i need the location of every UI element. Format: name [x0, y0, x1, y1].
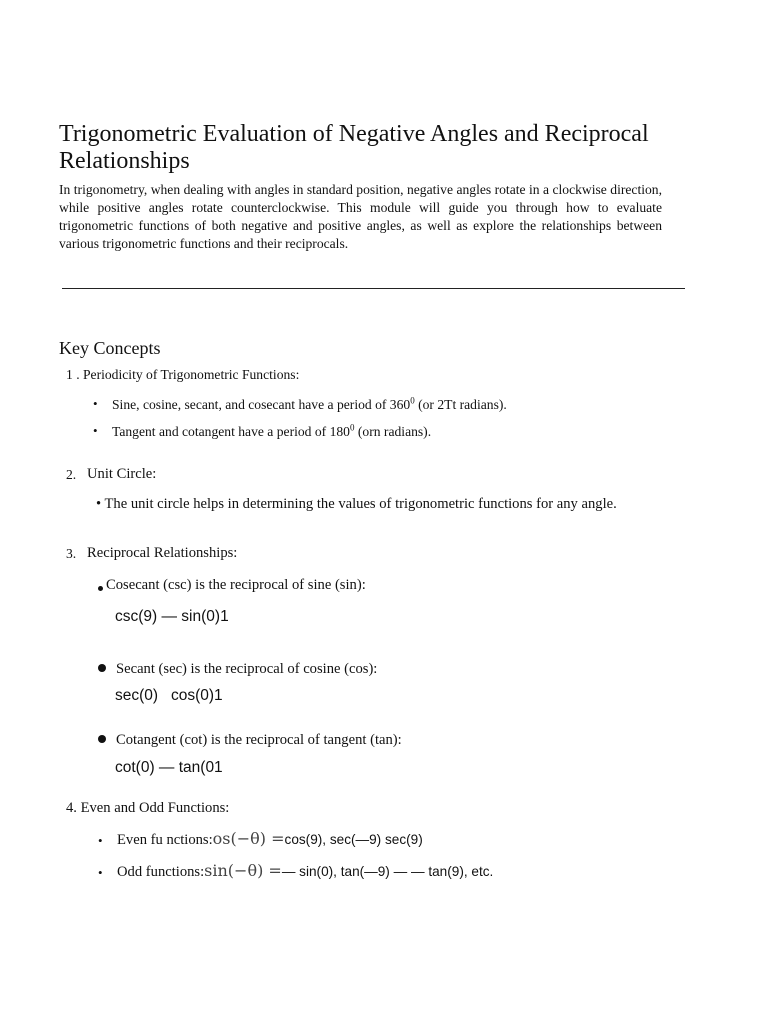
bullet-icon: •: [98, 865, 103, 880]
horizontal-divider: [62, 288, 685, 289]
bullet-icon: [98, 586, 103, 591]
even-math-expression: os(−θ) =: [212, 829, 285, 848]
even-functions-examples: cos(9), sec(—9) sec(9): [284, 832, 423, 847]
odd-functions-label: Odd functions:: [117, 864, 205, 880]
odd-functions-examples: — sin(0), tan(—9) — — tan(9), etc.: [281, 864, 494, 879]
intro-paragraph: In trigonometry, when dealing with angles in standard position, negative angles rotate in a clockwise direction, while positive angles rotate counterclockwise. This module will guide you through how to evaluate trigonometric functions of both negative and positive angles, as well as explore the relationships between various trigonometric functions and their reciprocals.: [59, 182, 662, 251]
cotangent-description: Cotangent (cot) is the reciprocal of tangent (tan):: [116, 732, 402, 748]
even-functions-item: [117, 829, 423, 850]
cosecant-description: Cosecant (csc) is the reciprocal of sine (sin):: [106, 577, 366, 593]
bullet-icon: •: [98, 833, 103, 848]
section4-heading: 4. Even and Odd Functions:: [66, 800, 230, 816]
bullet-icon: •: [93, 396, 98, 411]
period-180-item: [112, 423, 431, 441]
key-concepts-heading: Key Concepts: [59, 338, 161, 358]
period-360-suffix: (or 2Tt radians).: [414, 397, 507, 412]
section3-number: 3.: [66, 546, 77, 561]
section2-number: 2.: [66, 467, 77, 482]
unit-circle-item: • The unit circle helps in determining the values of trigonometric functions for any angle.: [96, 496, 617, 512]
period-180-text: Tangent and cotangent have a period of 180: [112, 424, 350, 439]
section3-heading: Reciprocal Relationships:: [87, 545, 238, 561]
degree-superscript: 0: [349, 422, 355, 433]
even-functions-label: Even fu nctions:: [117, 832, 213, 848]
period-180-suffix: (orn radians).: [354, 424, 432, 439]
page-title: Trigonometric Evaluation of Negative Angles and Reciprocal Relationships: [59, 121, 649, 174]
odd-functions-item: [117, 861, 493, 882]
secant-description: Secant (sec) is the reciprocal of cosine (cos):: [116, 661, 378, 677]
secant-formula: sec(0) cos(0)1: [115, 687, 223, 704]
cotangent-formula: cot(0) — tan(01: [115, 759, 223, 776]
bullet-icon: •: [93, 423, 98, 438]
period-360-text: Sine, cosine, secant, and cosecant have a period of 360: [112, 397, 411, 412]
degree-superscript: 0: [410, 395, 415, 406]
bullet-icon: [98, 735, 106, 743]
cosecant-formula: csc(9) — sin(0)1: [115, 608, 229, 625]
odd-math-expression: sin(−θ) =: [204, 861, 282, 880]
period-360-item: [112, 396, 507, 414]
bullet-icon: [98, 664, 106, 672]
section2-heading: Unit Circle:: [87, 466, 157, 482]
section1-heading: 1 . Periodicity of Trigonometric Functions:: [66, 367, 300, 382]
